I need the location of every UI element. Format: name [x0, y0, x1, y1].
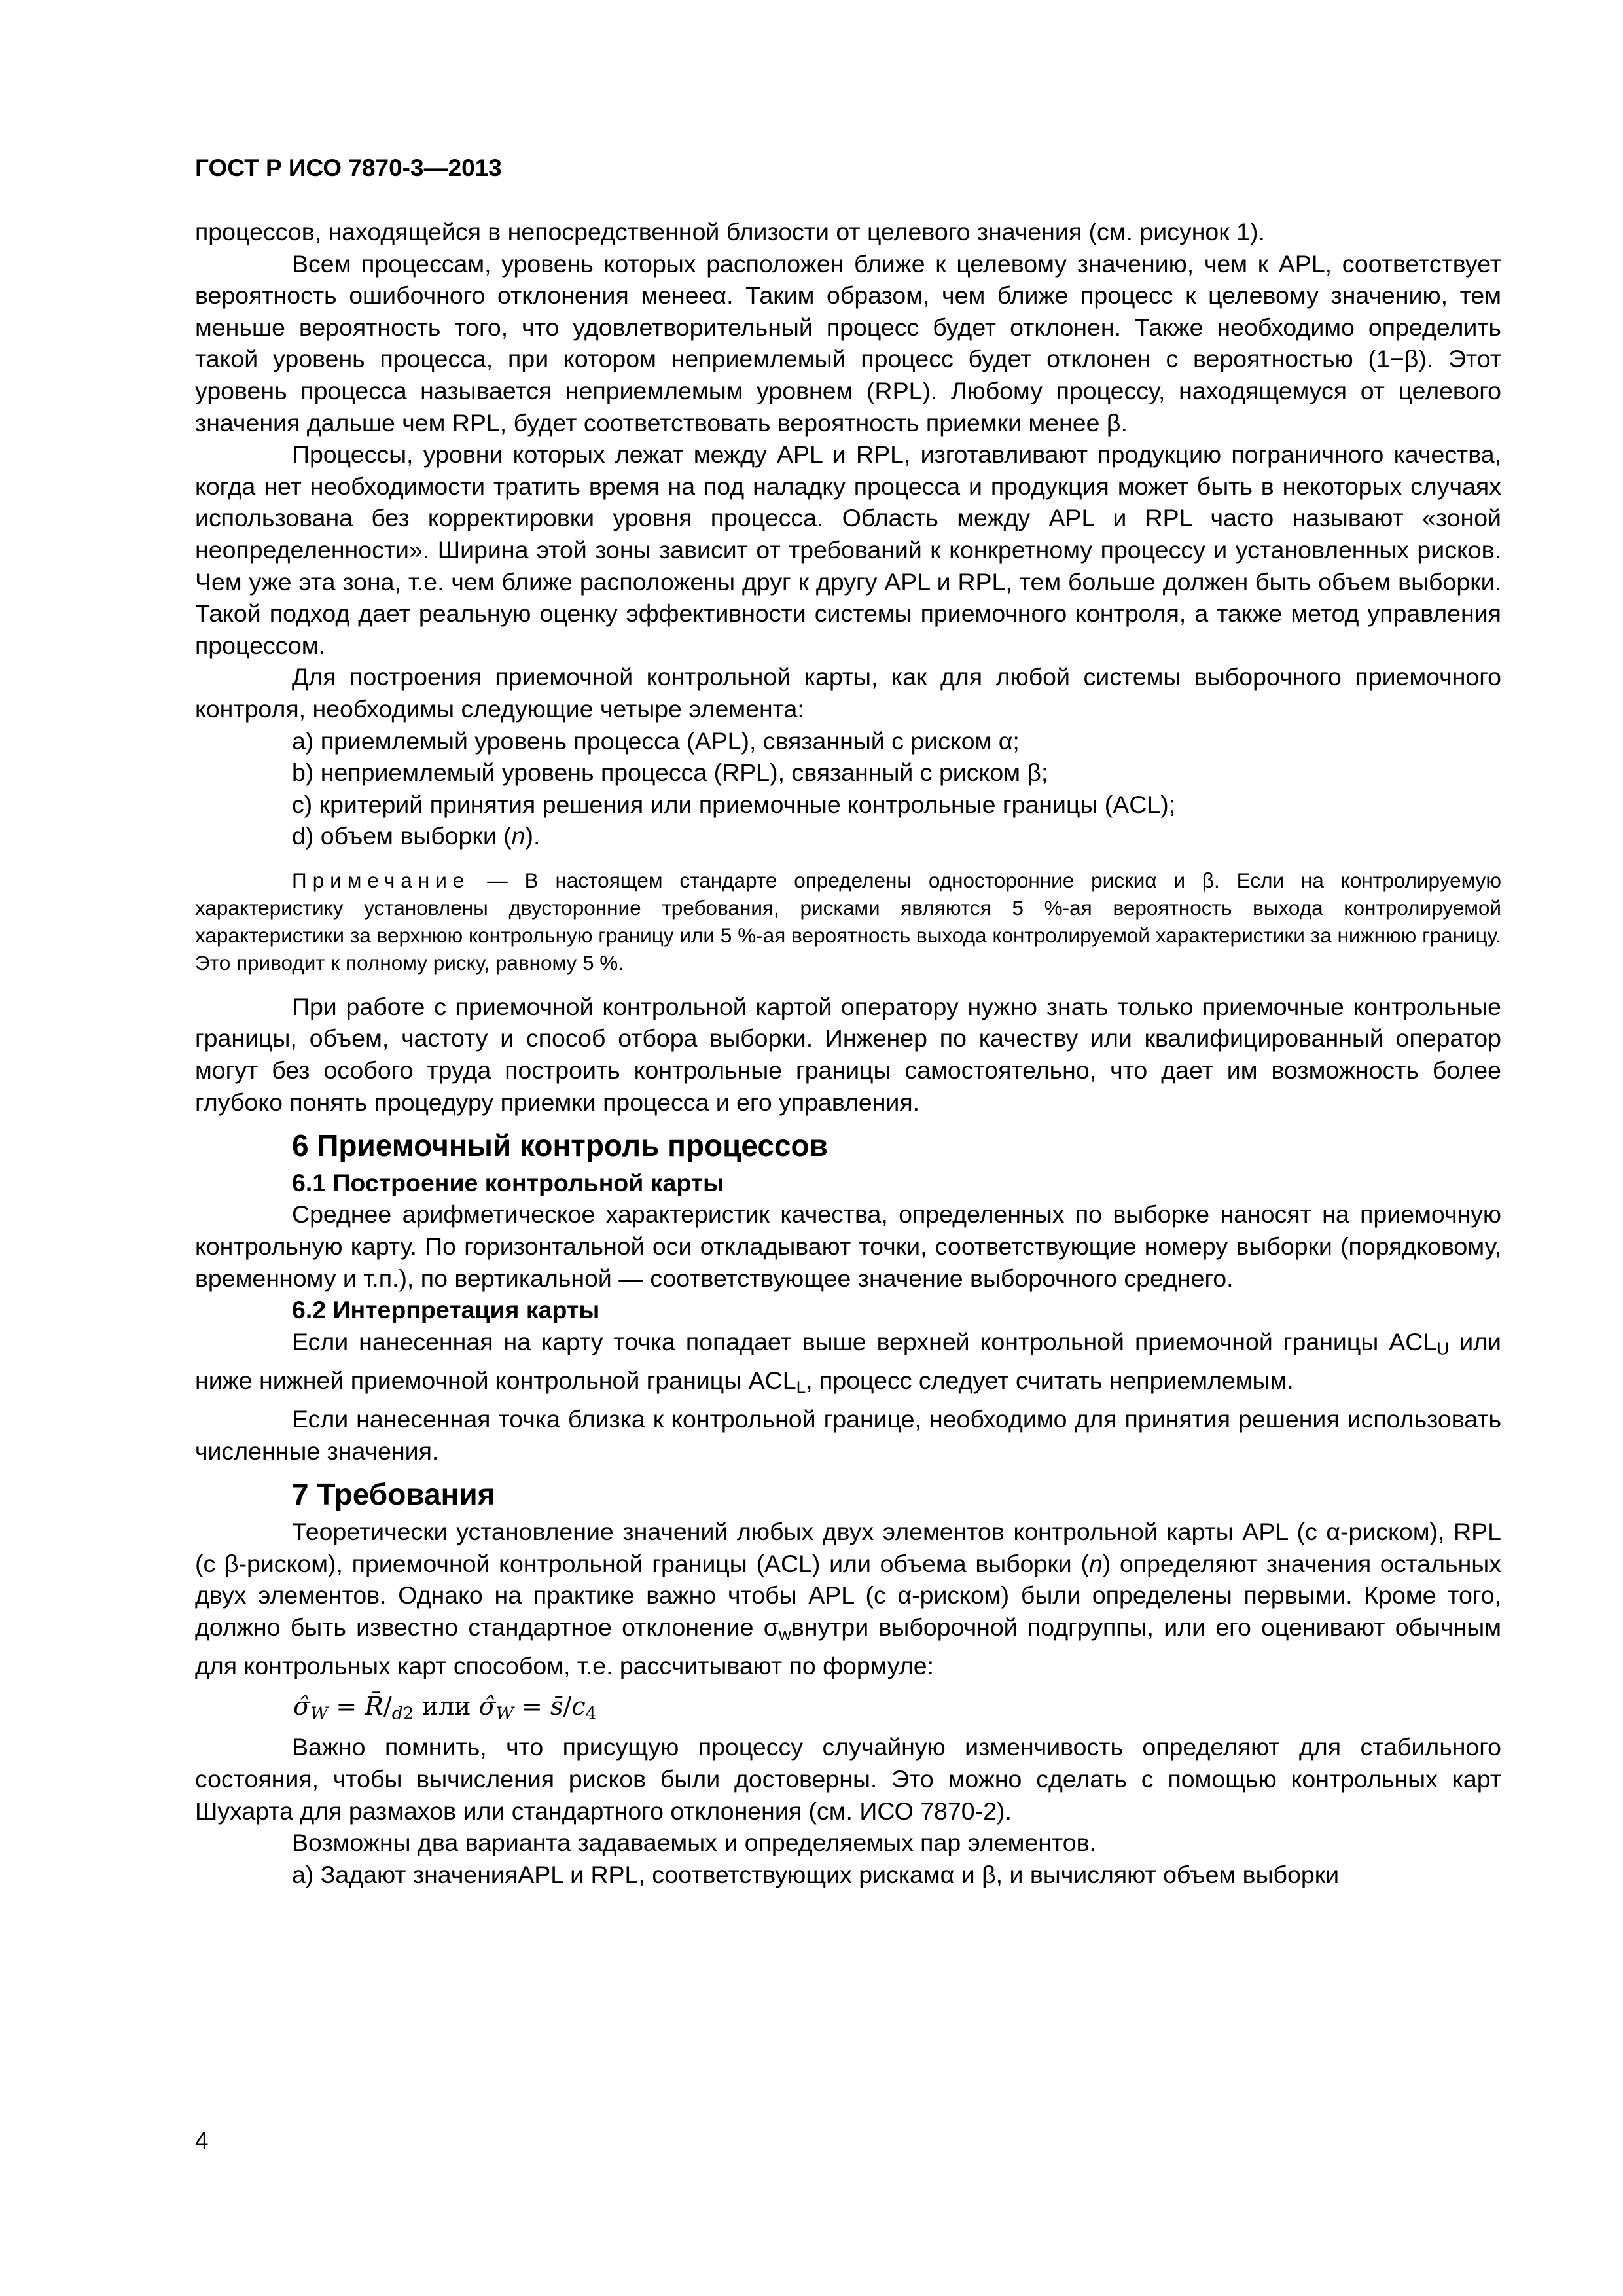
section-7-heading: 7 Требования: [292, 1477, 495, 1512]
list-item-c: c) критерий принятия решения или приемочные контрольные границы (ACL);: [292, 790, 1176, 818]
note-text: — В настоящем стандарте определены односторонние рискиα и β. Если на контролируемую характеристику установлены двусторонние требования, рисками являются 5 %-ая вероятность выхода контролируемой характеристики за верхнюю контрольную границу или 5 %-ая вероятность выхода контролируемой характеристики за нижнюю границу. Это приводит к полному риску, равному 5 %.: [195, 868, 1501, 975]
paragraph: Если нанесенная точка близка к контрольной границе, необходимо для принятия решения использовать численные значения.: [195, 1405, 1501, 1465]
list-item-a: a) приемлемый уровень процесса (APL), связанный с риском α;: [292, 726, 1020, 755]
formula: [195, 1681, 1501, 1731]
paragraph: Возможны два варианта задаваемых и определяемых пар элементов.: [292, 1829, 1096, 1857]
page-number: 4: [195, 2127, 209, 2154]
formula-sigma-2: σ̂: [478, 1692, 496, 1721]
text-run: , процесс следует считать неприемлемым.: [806, 1366, 1294, 1394]
paragraph: процессов, находящейся в непосредственной близости от целевого значения (см. рисунок 1).: [195, 218, 1265, 245]
subscript-u: U: [1436, 1338, 1450, 1359]
formula-slash: /: [383, 1692, 392, 1721]
paragraph: Среднее арифметическое характеристик качества, определенных по выборке наносят на приемочную контрольную карту. По горизонтальной оси откладывают точки, соответствующие номеру выборки (порядковому, временному и т.п.), по вертикальной — соответствующее значение выборочного среднего.: [195, 1200, 1501, 1292]
section-6-heading: 6 Приемочный контроль процессов: [292, 1128, 828, 1163]
list-item-d-text: d) объем выборки (: [292, 822, 512, 850]
formula-sigma: σ̂: [293, 1692, 310, 1721]
paragraph: [195, 1516, 1501, 1682]
paragraph: Процессы, уровни которых лежат между APL и RPL, изготавливают продукцию пограничного качества, когда нет необходимости тратить время на под наладку процесса и продукция может быть в некоторых случаях использована без корректировки уровня процесса. Область между APL и RPL часто называют «зоной неопределенности». Ширина этой зоны зависит от требований к конкретному процессу и установленных рисков. Чем уже эта зона, т.е. чем ближе расположены друг к другу APL и RPL, тем больше должен быть объем выборки. Такой подход дает реальную оценку эффективности системы приемочного контроля, а также метод управления процессом.: [195, 440, 1501, 659]
list-item-b: b) неприемлемый уровень процесса (RPL), связанный с риском β;: [292, 759, 1048, 787]
formula-sub-2: 2: [402, 1704, 414, 1725]
paragraph: [195, 1326, 1501, 1403]
variable-n: n: [1088, 1549, 1103, 1577]
paragraph: При работе с приемочной контрольной картой оператору нужно знать только приемочные контрольные границы, объем, частоту и способ отбора выборки. Инженер по качеству или квалифицированный оператор могут без особого труда построить контрольные границы самостоятельно, что дает им возможность более глубоко понять процедуру приемки процесса и его управления.: [195, 992, 1501, 1116]
formula-sub-w-2: W: [495, 1704, 514, 1725]
formula-sbar: s̄: [550, 1692, 563, 1721]
note-label: Примечание: [292, 868, 471, 892]
paragraph: Всем процессам, уровень которых расположен ближе к целевому значению, чем к APL, соответствует вероятность ошибочного отклонения менееα. Таким образом, чем ближе процесс к целевому значению, тем меньше вероятность того, что удовлетворительный процесс будет отклонен. Также необходимо определить такой уровень процесса, при котором неприемлемый процесс будет отклонен с вероятностью (1−β). Этот уровень процесса называется неприемлемым уровнем (RPL). Любому процессу, находящемуся от целевого значения дальше чем RPL, будет соответствовать вероятность приемки менее β.: [195, 249, 1501, 437]
subsection-6-2-heading: 6.2 Интерпретация карты: [292, 1296, 600, 1324]
text-run: или ниже нижней приемочной контрольной границы ACL: [195, 1327, 1501, 1394]
text-run: Теоретически установление значений любых двух элементов контрольной карты APL (с α-риском), RPL (с β-риском), приемочной контрольной границы (ACL) или объема выборки (: [195, 1517, 1501, 1577]
list-item-d: [195, 820, 1501, 852]
text-run: внутри выборочной подгруппы, или его оценивают обычным для контрольных карт способом, т.е. рассчитывают по формуле:: [195, 1613, 1501, 1679]
formula-eq-2: =: [513, 1692, 550, 1721]
text-run: Если нанесенная на карту точка попадает выше верхней контрольной приемочной границы ACL: [292, 1327, 1437, 1355]
document-body: [195, 216, 1501, 1890]
formula-d: d: [391, 1704, 403, 1725]
formula-rbar: R̄: [365, 1692, 383, 1721]
paragraph: Важно помнить, что присущую процессу случайную изменчивость определяют для стабильного состояния, чтобы вычисления рисков были достоверны. Это можно сделать с помощью контрольных карт Шухарта для размахов или стандартного отклонения (см. ИСО 7870-2).: [195, 1733, 1501, 1825]
subscript-l: L: [796, 1377, 806, 1397]
subsection-6-1-heading: 6.1 Построение контрольной карты: [292, 1168, 724, 1196]
paragraph: Для построения приемочной контрольной карты, как для любой системы выборочного приемочного контроля, необходимы следующие четыре элемента:: [195, 663, 1501, 723]
formula-sub-w: W: [310, 1704, 329, 1725]
document-header: ГОСТ Р ИСО 7870-3—2013: [195, 154, 502, 181]
formula-eq: =: [328, 1692, 365, 1721]
variable-n: n: [511, 822, 526, 850]
formula-sub-4: 4: [585, 1704, 597, 1725]
formula-slash-2: /: [563, 1692, 572, 1721]
paragraph: a) Задают значенияAPL и RPL, соответствующих рискамα и β, и вычисляют объем выборки: [292, 1860, 1340, 1888]
formula-c: c: [571, 1692, 586, 1721]
formula-or: или: [414, 1692, 479, 1721]
list-item-d-end: ).: [525, 822, 541, 850]
subscript-w: w: [778, 1624, 791, 1644]
text-run: ) определяют значения остальных двух элементов. Однако на практике важно чтобы APL (с α-риском) были определены первыми. Кроме того, должно быть известно стандартное отклонение σ: [195, 1549, 1501, 1641]
note: [195, 867, 1501, 977]
